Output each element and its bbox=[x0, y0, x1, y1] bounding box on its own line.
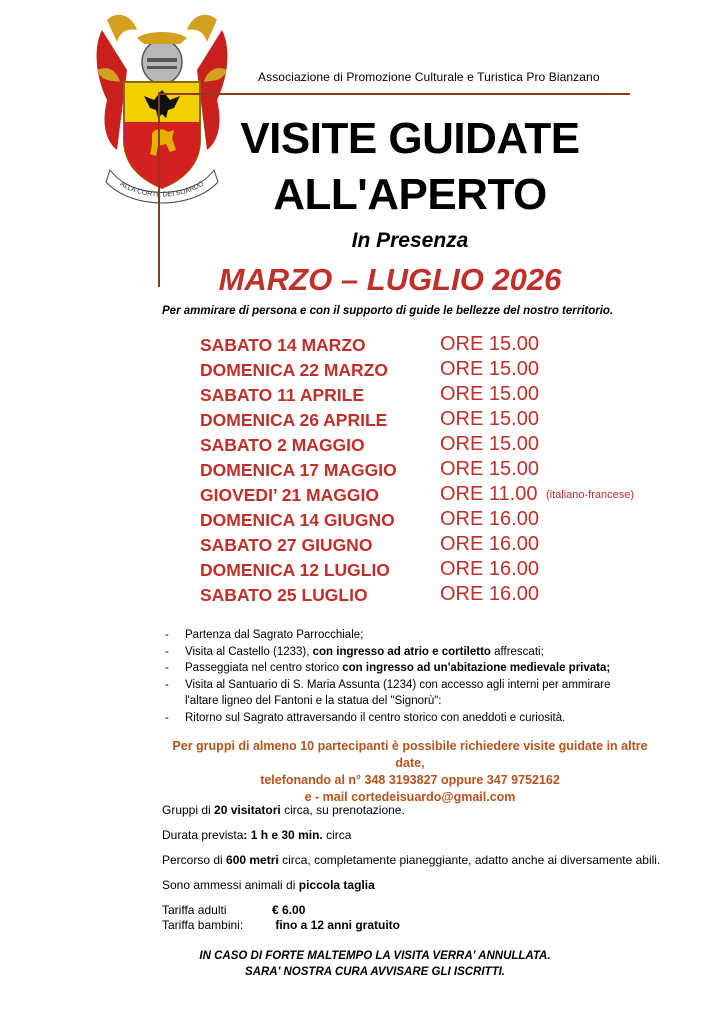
weather-warning-line: IN CASO DI FORTE MALTEMPO LA VISITA VERRA' ANNULLATA. bbox=[199, 950, 551, 962]
schedule-date: SABATO 2 MAGGIO bbox=[200, 435, 365, 455]
group-booking-info bbox=[160, 738, 660, 806]
email-contact: e - mail cortedeisuardo@gmail.com bbox=[304, 790, 516, 804]
schedule-date: DOMENICA 14 GIUGNO bbox=[200, 510, 395, 530]
schedule-time: ORE 15.00 bbox=[440, 333, 539, 355]
schedule-time: ORE 16.00 bbox=[440, 508, 539, 530]
schedule-row bbox=[200, 560, 660, 585]
list-item: - Passeggiata nel centro storico con ingresso ad un'abitazione medievale privata; bbox=[165, 660, 665, 677]
schedule-time: ORE 15.00 bbox=[440, 408, 539, 430]
dash-bullet-icon: - bbox=[165, 662, 169, 674]
itinerary-list bbox=[165, 627, 665, 726]
schedule-time: ORE 15.00 bbox=[440, 433, 539, 455]
schedule-date: SABATO 25 LUGLIO bbox=[200, 585, 368, 605]
vertical-divider bbox=[158, 92, 160, 287]
schedule-row bbox=[200, 535, 660, 560]
schedule-row bbox=[200, 485, 660, 510]
list-item: - Partenza dal Sagrato Parrocchiale; bbox=[165, 627, 665, 644]
schedule-date: DOMENICA 17 MAGGIO bbox=[200, 460, 397, 480]
schedule-row bbox=[200, 460, 660, 485]
schedule-language-note: (italiano-francese) bbox=[546, 489, 635, 501]
coat-of-arms-logo bbox=[92, 10, 232, 210]
horizontal-divider bbox=[158, 93, 630, 95]
schedule-date: DOMENICA 22 MARZO bbox=[200, 360, 388, 380]
schedule-date: SABATO 11 APRILE bbox=[200, 385, 365, 405]
weather-warning bbox=[160, 948, 590, 980]
schedule-time: ORE 11.00 bbox=[440, 483, 538, 505]
tariff-children: Tariffa bambini: fino a 12 anni gratuito bbox=[162, 918, 401, 932]
tariff-adults: Tariffa adulti € 6.00 bbox=[162, 903, 306, 917]
schedule-time: ORE 15.00 bbox=[440, 358, 539, 380]
schedule-row bbox=[200, 385, 660, 410]
schedule-time: ORE 16.00 bbox=[440, 583, 539, 605]
weather-warning-line: SARA' NOSTRA CURA AVVISARE GLI ISCRITTI. bbox=[244, 966, 505, 978]
in-presenza-label: In Presenza bbox=[351, 229, 469, 252]
schedule-time: ORE 15.00 bbox=[440, 458, 539, 480]
schedule-date: GIOVEDI’ 21 MAGGIO bbox=[200, 485, 379, 505]
schedule-row bbox=[200, 585, 660, 610]
schedule-row bbox=[200, 435, 660, 460]
association-name: Associazione di Promozione Culturale e Turistica Pro Bianzano bbox=[258, 70, 600, 84]
schedule-date: DOMENICA 12 LUGLIO bbox=[200, 560, 390, 580]
schedule-row bbox=[200, 360, 660, 385]
dash-bullet-icon: - bbox=[165, 678, 169, 691]
schedule-row bbox=[200, 410, 660, 435]
dash-bullet-icon: - bbox=[165, 629, 169, 641]
schedule-time: ORE 15.00 bbox=[440, 383, 539, 405]
schedule-date: SABATO 14 MARZO bbox=[200, 335, 366, 355]
schedule-time: ORE 16.00 bbox=[440, 533, 539, 555]
schedule-date: SABATO 27 GIUGNO bbox=[200, 535, 373, 555]
subtitle: Per ammirare di persona e con il supporto di guide le bellezze del nostro territorio. bbox=[162, 305, 614, 317]
list-item: - Ritorno sul Sagrato attraversando il centro storico con aneddoti e curiosità. bbox=[165, 710, 665, 727]
schedule-row bbox=[200, 510, 660, 535]
schedule-date: DOMENICA 26 APRILE bbox=[200, 410, 388, 430]
schedule-row bbox=[200, 335, 660, 360]
phone-numbers: telefonando al n° 348 3193827 oppure 347 9752162 bbox=[260, 773, 560, 787]
crest-motto: ALLA CORT DEI SUARDO bbox=[118, 180, 206, 199]
duration-info: Durata prevista: 1 h e 30 min. circa bbox=[162, 828, 352, 842]
list-item: - Visita al Castello (1233), con ingresso ad atrio e cortiletto affrescati; bbox=[165, 644, 665, 661]
dash-bullet-icon: - bbox=[165, 711, 169, 724]
period-heading: MARZO – LUGLIO 2026 bbox=[218, 262, 562, 297]
schedule-list bbox=[200, 335, 660, 610]
animals-info: Sono ammessi animali di piccola taglia bbox=[162, 878, 375, 892]
title-line-2: ALL'APERTO bbox=[273, 170, 547, 219]
dash-bullet-icon: - bbox=[165, 645, 169, 658]
list-item-continuation: l'altare ligneo del Fantoni e la statua del "Signorù": bbox=[185, 695, 442, 707]
group-size-info: Gruppi di 20 visitatori circa, su prenotazione. bbox=[162, 803, 405, 817]
group-booking-line: Per gruppi di almeno 10 partecipanti è possibile richiedere visite guidate in altre date, bbox=[172, 739, 648, 770]
schedule-time: ORE 16.00 bbox=[440, 558, 539, 580]
list-item: - Visita al Santuario di S. Maria Assunta (1234) con accesso agli interni per ammirare bbox=[165, 677, 665, 694]
route-info: Percorso di 600 metri circa, completamente pianeggiante, adatto anche ai diversamente abili. bbox=[162, 853, 661, 867]
title-line-1: VISITE GUIDATE bbox=[240, 114, 580, 163]
